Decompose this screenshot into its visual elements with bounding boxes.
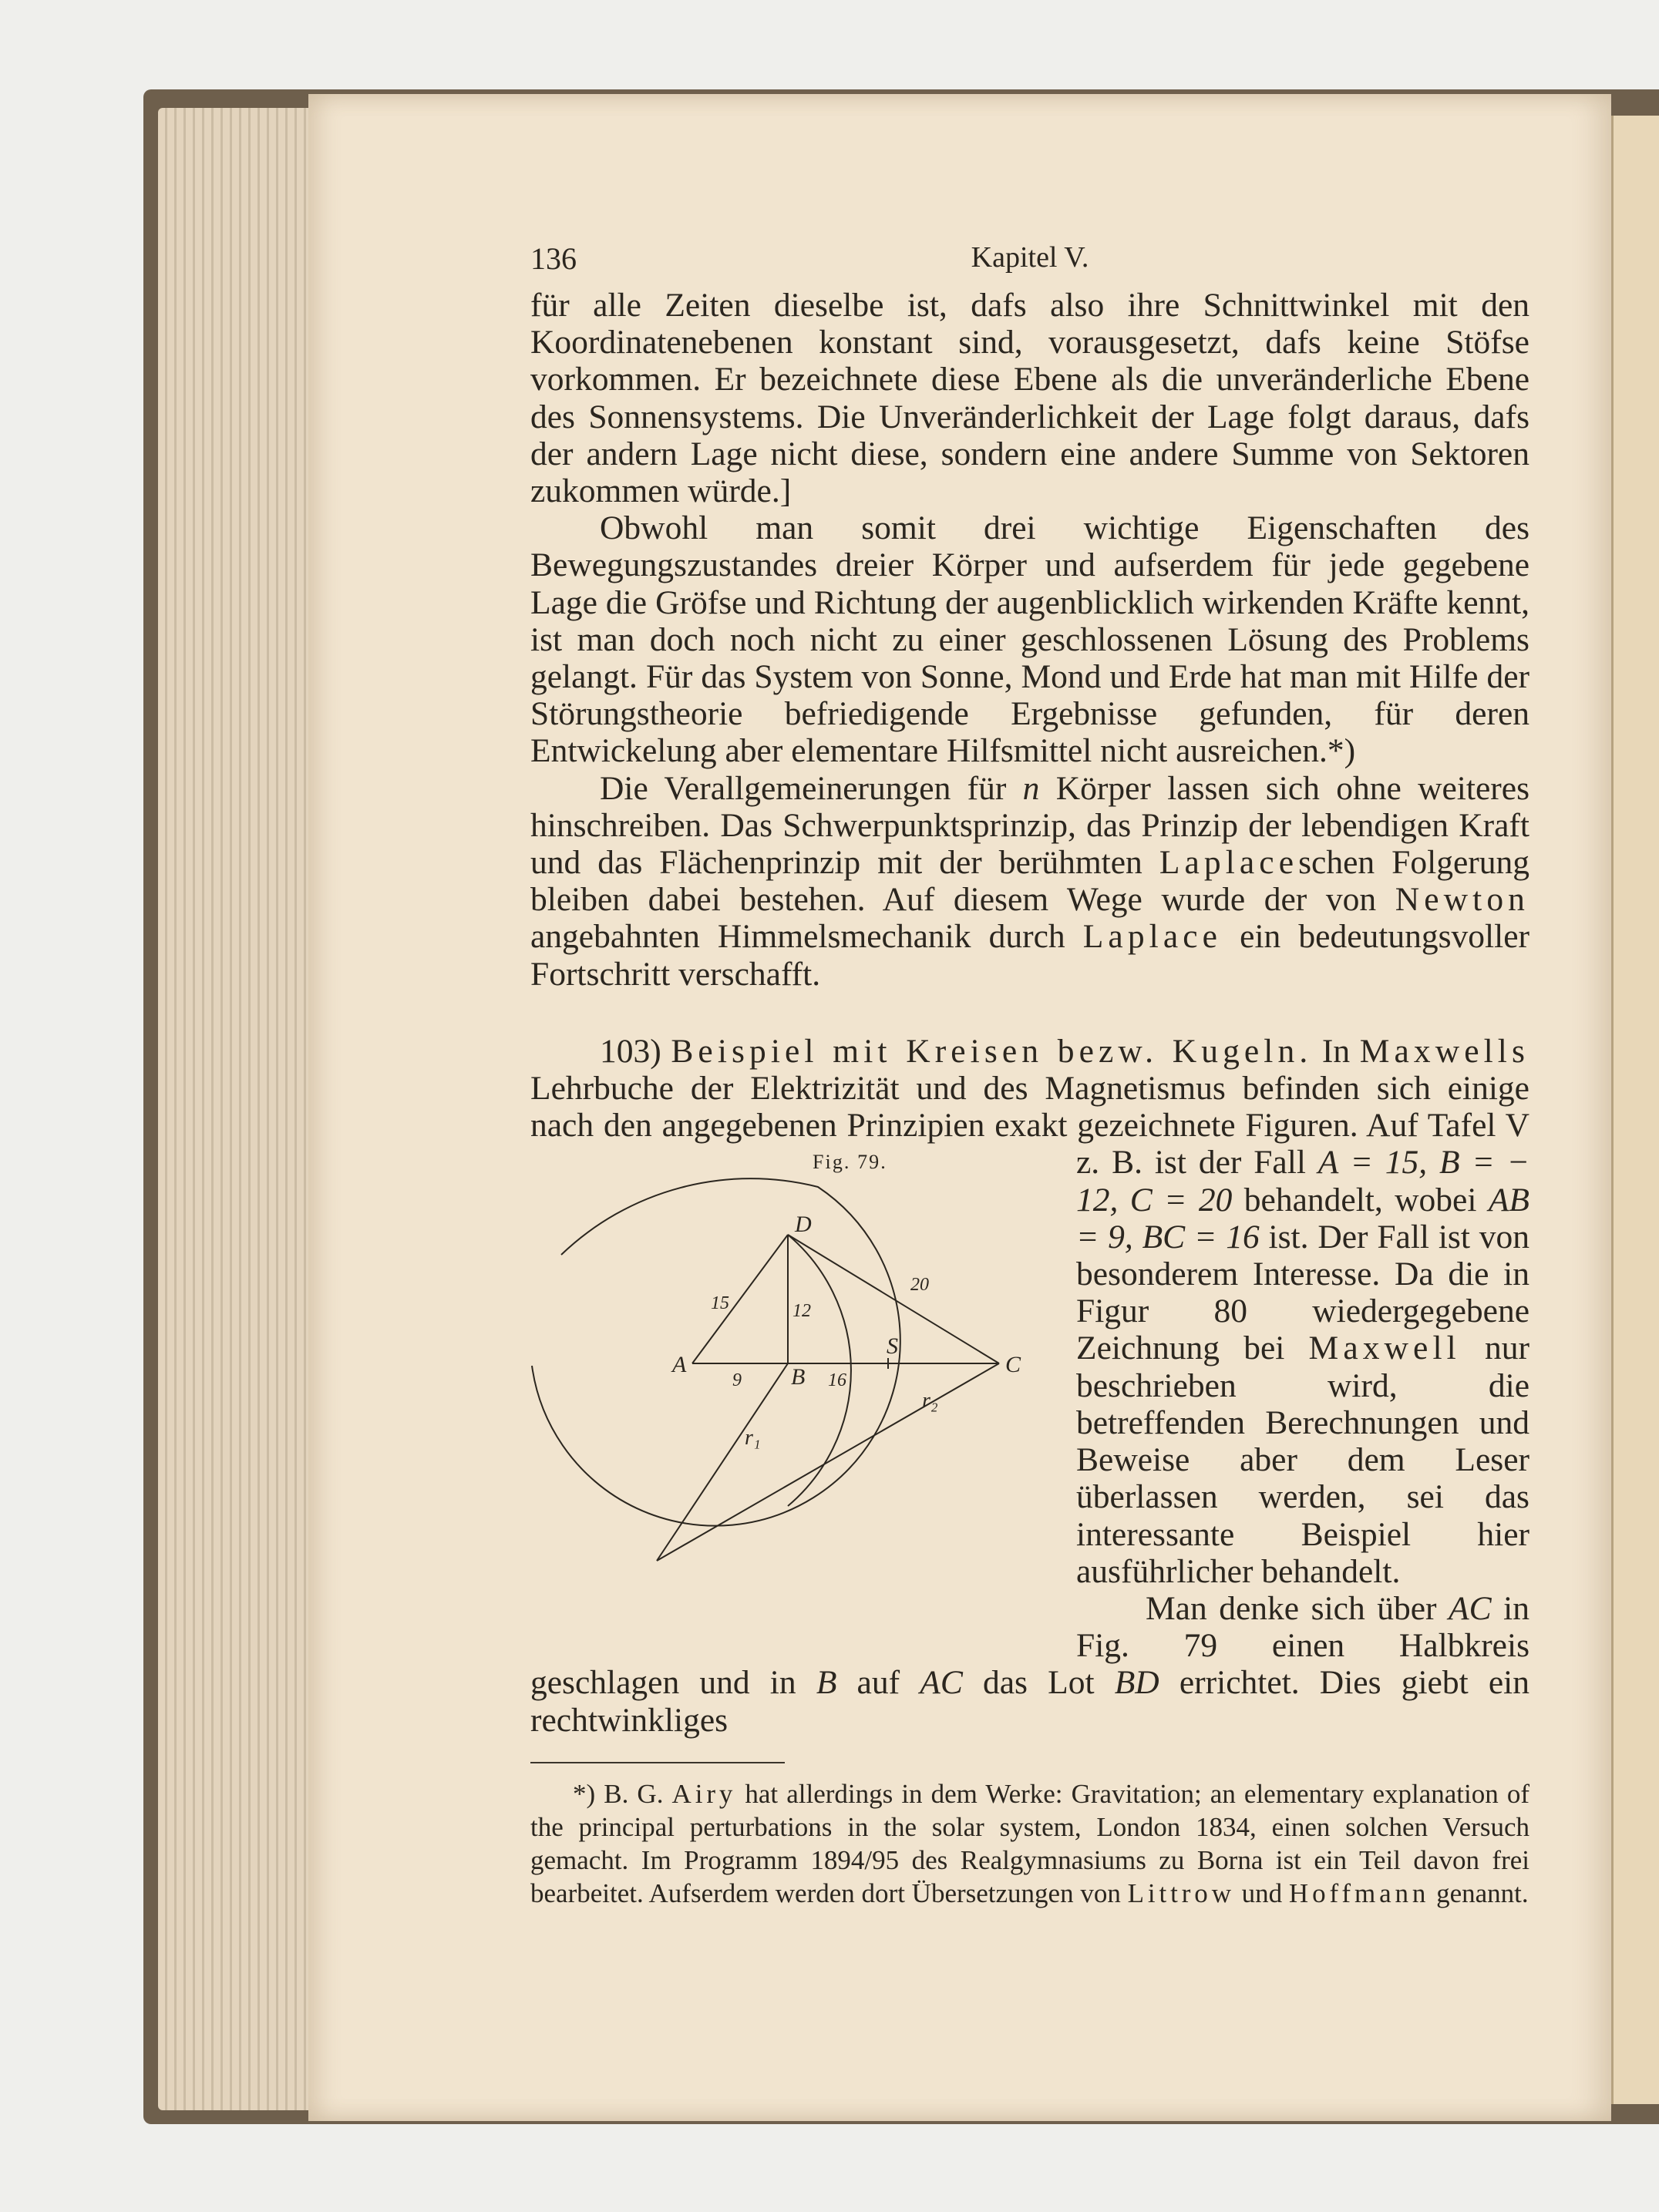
- page-content: [530, 240, 1529, 1910]
- text-span: Körper lassen sich ohne weiteres hinschreiben. Das Schwerpunktsprinzip, das Prinzip der lebendigen Kraft und das Flächenprinzip mit der berühmten: [530, 769, 1529, 882]
- label-C: C: [1005, 1352, 1021, 1378]
- line-AD: [692, 1235, 788, 1363]
- variable-AC: AC: [920, 1664, 963, 1702]
- figure-caption: Fig. 79.: [813, 1151, 887, 1174]
- line-r1: [657, 1363, 788, 1561]
- page-edges: [158, 108, 318, 2110]
- variable-B: B: [816, 1664, 837, 1702]
- line-r2: [657, 1363, 999, 1561]
- paragraph-2: Obwohl man somit drei wichtige Eigenschaften des Bewegungszustandes dreier Körper und aufserdem für jede gegebene Lage die Gröfse und Richtung der augenblicklich wirkenden Kräfte kennt, ist man doch noch nicht zu einer geschlossenen Lösung des Problems gelangt. Für das System von Sonne, Mond und Erde hat man mit Hilfe der Störungstheorie befriedigende Ergebnisse gefunden, für deren Entwickelung aber elementare Hilfsmittel nicht ausreichen.*): [530, 509, 1529, 770]
- text-span: hat allerdings in dem Werke: Gravitation; an elementary explanation of the principal perturbations in the solar system, London 1834, einen solchen Versuch gemacht. Im Programm 1894/95 des Realgymnasiums zu Borna ist ein Teil davon frei bearbeitet. Aufserdem werden dort Übersetzungen von: [530, 1778, 1529, 1908]
- name-maxwell: Maxwell: [1308, 1330, 1461, 1367]
- label-bc: 16: [828, 1370, 846, 1391]
- geometry-diagram: [521, 1151, 1061, 1629]
- text-span: ein bedeutungsvoller Fortschritt verschafft.: [530, 918, 1529, 993]
- text-span: behandelt, wobei: [1232, 1181, 1489, 1219]
- footnote: [530, 1777, 1529, 1910]
- variable-AC: AC: [1449, 1589, 1492, 1627]
- text-span: schen Folgerung bleiben dabei bestehen. Auf diesem Wege wurde der von: [530, 844, 1529, 919]
- text-span: auf: [836, 1664, 920, 1702]
- figure-79: [521, 1144, 1061, 1631]
- name-hoffmann: Hoffmann: [1288, 1878, 1430, 1908]
- section-number: 103): [600, 1032, 671, 1070]
- footnote-rule: [530, 1762, 785, 1763]
- equation-AB-BC: AB = 9, BC = 16: [1076, 1181, 1529, 1256]
- text-span: ist. Der Fall ist von besonderem Interesse. Da die in Figur 80 wiedergegebene Zeichnung bei: [1076, 1218, 1529, 1367]
- section-gap: [530, 993, 1529, 1033]
- label-dc: 20: [910, 1275, 929, 1296]
- variable-BD: BD: [1114, 1664, 1159, 1702]
- paragraph-1: für alle Zeiten dieselbe ist, dafs also ihre Schnittwinkel mit den Koordinatenebenen konstant sind, vorausgesetzt, dafs keine Stöfse vorkommen. Er bezeichnete diese Ebene als die unveränderliche Ebene des Sonnensystems. Die Unveränderlichkeit der Lage folgt daraus, dafs der andern Lage nicht diese, sondern eine andere Summe von Sektoren zukommen würde.]: [530, 287, 1529, 510]
- paragraph-3: [530, 770, 1529, 993]
- text-span: Lehrbuche der Elektrizität und des Magnetismus befinden sich einige nach den angegebenen Prinzipien exakt gezeichnete Figuren. Auf Tafel V z. B. ist der Fall: [530, 1070, 1529, 1182]
- label-bd: 12: [792, 1301, 811, 1322]
- label-ad: 15: [711, 1293, 729, 1314]
- circle-arc: [532, 1179, 900, 1527]
- text-span: genannt.: [1429, 1878, 1529, 1908]
- label-D: D: [795, 1212, 812, 1238]
- name-maxwell: Maxwells: [1359, 1032, 1529, 1070]
- text-span: Man denke sich über: [1146, 1589, 1449, 1627]
- text-span: das Lot: [962, 1664, 1115, 1702]
- text-span: *) B. G.: [573, 1778, 672, 1809]
- label-r1: r₁: [745, 1426, 761, 1451]
- next-page-edge: [1611, 116, 1659, 2104]
- chapter-title: Kapitel V.: [971, 241, 1089, 274]
- text-span: nur beschrieben wird, die betreffenden Berechnungen und Beweise aber dem Leser überlassen werden, sei das interessante Beispiel hier ausführlicher behandelt.: [1076, 1330, 1529, 1590]
- text-span: in Fig. 79 einen Halbkreis geschlagen und in: [530, 1589, 1529, 1702]
- name-airy: Airy: [671, 1778, 737, 1809]
- paragraph-4: [530, 1033, 1529, 1590]
- name-laplace: Laplace: [1159, 844, 1299, 882]
- text-span: Die Verallgemeinerungen für: [600, 769, 1023, 807]
- section-heading: Beispiel mit Kreisen bezw. Kugeln.: [671, 1032, 1313, 1070]
- label-ab: 9: [732, 1370, 742, 1391]
- running-head: [530, 240, 1529, 287]
- name-laplace: Laplace: [1082, 918, 1223, 956]
- label-B: B: [791, 1364, 806, 1390]
- label-r2: r₂: [922, 1389, 938, 1414]
- equation-ABC: A = 15, B = − 12, C = 20: [1076, 1144, 1529, 1219]
- text-span: In: [1312, 1032, 1360, 1070]
- text-span: errichtet. Dies giebt ein rechtwinkliges: [530, 1664, 1529, 1739]
- label-S: S: [887, 1333, 898, 1360]
- variable-n: n: [1022, 769, 1040, 807]
- name-newton: Newton: [1395, 881, 1529, 919]
- text-span: und: [1234, 1878, 1289, 1908]
- text-span: angebahnten Himmelsmechanik durch: [530, 918, 1083, 956]
- label-A: A: [672, 1352, 687, 1378]
- name-littrow: Littrow: [1127, 1878, 1235, 1908]
- page-number: 136: [530, 241, 577, 276]
